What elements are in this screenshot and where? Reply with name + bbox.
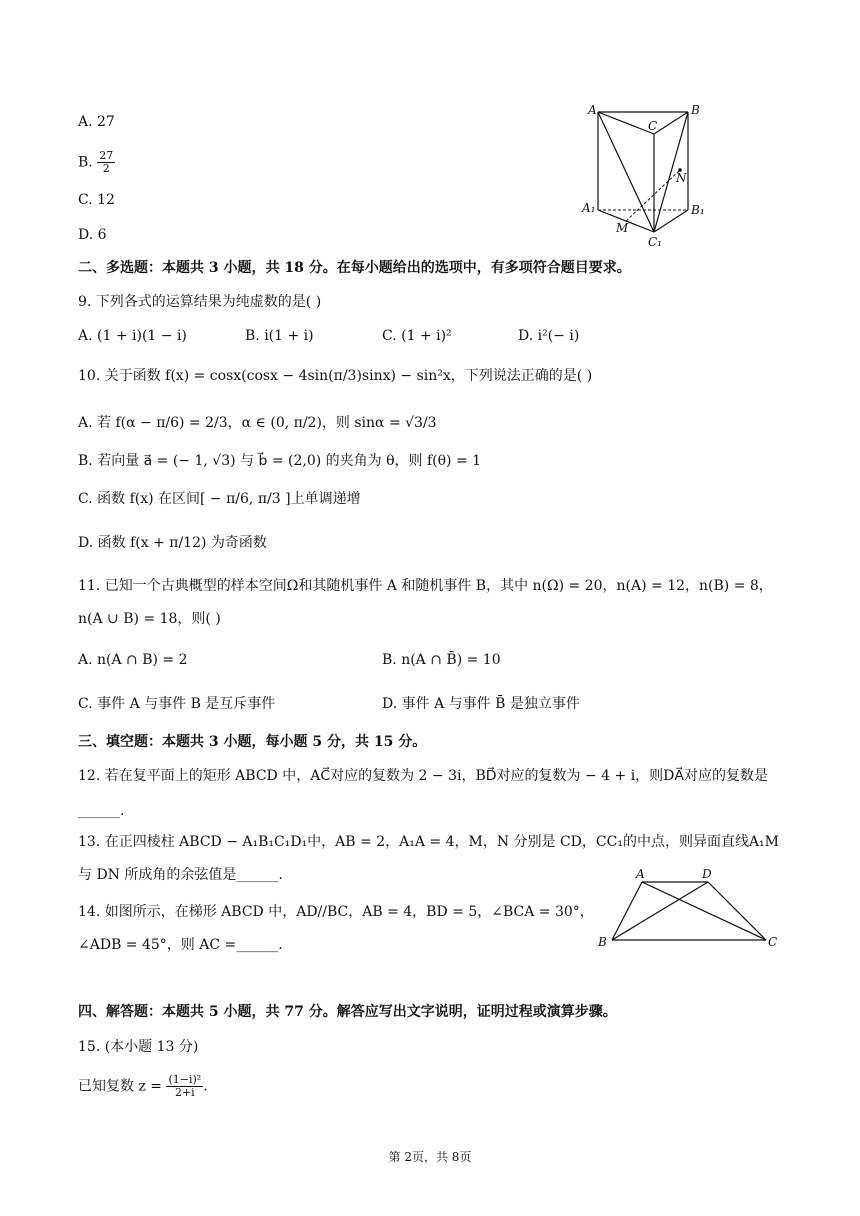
q10-option-c: C. 函数 f(x) 在区间[ − π/6, π/3 ]上单调递增 [78,491,361,507]
trapezoid-label-c: C [768,935,778,949]
q11-option-d: D. 事件 A 与事件 B̄ 是独立事件 [382,696,580,712]
q10-option-b: B. 若向量 a⃗ = (− 1, √3) 与 b⃗ = (2,0) 的夹角为 θ，则 f(θ) = 1 [78,453,482,469]
trapezoid-label-a: A [636,867,645,881]
trapezoid-label-b: B [598,935,607,949]
q8-option-b-fraction [97,150,115,175]
prism-label-m: M [616,221,629,235]
q8-option-b-numerator: 27 [99,149,114,162]
prism-label-c: C [648,119,658,133]
trapezoid-label-d: D [702,867,712,881]
prism-label-a1: A₁ [582,201,596,215]
q9-option-d: D. i²(− i) [518,328,580,344]
q11-option-b: B. n(A ∩ B̄) = 10 [382,652,501,668]
q8-option-d: D. 6 [78,227,107,243]
prism-label-c1: C₁ [648,235,662,249]
q12-line2: ______. [78,803,125,819]
q11-stem-line1: 11. 已知一个古典概型的样本空间Ω和其随机事件 A 和随机事件 B，其中 n(Ω) = 20，n(A) = 12，n(B) = 8， [78,578,773,594]
q10-stem: 10. 关于函数 f(x) = cosx(cosx − 4sin(π/3)sinx) − sin²x，下列说法正确的是( ) [78,368,593,384]
q15-stem [78,1074,208,1099]
q13-line2: 与 DN 所成角的余弦值是______. [78,867,283,883]
q8-option-a: A. 27 [78,114,115,130]
q9-option-a: A. (1 + i)(1 − i) [78,328,187,344]
prism-label-n: N [676,171,687,185]
q15-stem-prefix: 已知复数 z = [78,1078,163,1095]
prism-label-b: B [691,103,700,117]
q15-denominator: 2+i [174,1086,195,1099]
page-footer: 第 2页，共 8页 [388,1150,472,1164]
q15-fraction [166,1074,203,1099]
q11-stem-line2: n(A ∪ B) = 18，则( ) [78,611,221,627]
prism-label-b1: B₁ [691,203,705,217]
trapezoid-figure [596,866,786,952]
q10-option-d: D. 函数 f(x + π/12) 为奇函数 [78,535,267,551]
q9-option-c: C. (1 + i)² [382,328,452,344]
q15-stem-suffix: . [203,1078,208,1095]
q15-numerator: (1−i)² [168,1073,202,1086]
section-4-heading: 四、解答题：本题共 5 小题，共 77 分。解答应写出文字说明，证明过程或演算步骤。 [78,1004,617,1020]
q8-option-b [78,150,115,175]
q8-option-c: C. 12 [78,192,115,208]
q9-stem: 9. 下列各式的运算结果为纯虚数的是( ) [78,294,322,310]
section-2-heading: 二、多选题：本题共 3 小题，共 18 分。在每小题给出的选项中，有多项符合题目要求。 [78,260,631,276]
q14-line1: 14. 如图所示，在梯形 ABCD 中，AD//BC，AB = 4，BD = 5，∠BCA = 30°， [78,904,594,920]
q8-option-b-denominator: 2 [102,162,110,175]
q15-title: 15. (本小题 13 分) [78,1039,199,1055]
q11-option-a: A. n(A ∩ B) = 2 [78,652,188,668]
q8-option-b-prefix: B. [78,154,93,171]
q11-option-c: C. 事件 A 与事件 B 是互斥事件 [78,696,276,712]
q13-line1: 13. 在正四棱柱 ABCD − A₁B₁C₁D₁中，AB = 2，A₁A = 4，M，N 分别是 CD，CC₁的中点，则异面直线A₁M [78,834,779,850]
section-3-heading: 三、填空题：本题共 3 小题，每小题 5 分，共 15 分。 [78,734,427,750]
prism-label-a: A [588,103,597,117]
q12-line1: 12. 若在复平面上的矩形 ABCD 中，AC⃗对应的复数为 2 − 3i，BD⃗对应的复数为 − 4 + i，则DA⃗对应的复数是 [78,768,768,784]
q9-option-b: B. i(1 + i) [245,328,314,344]
q10-option-a: A. 若 f(α − π/6) = 2/3，α ∈ (0, π/2)，则 sinα = √3/3 [78,415,437,431]
q14-line2: ∠ADB = 45°，则 AC =______. [78,937,283,953]
prism-figure [580,98,710,250]
